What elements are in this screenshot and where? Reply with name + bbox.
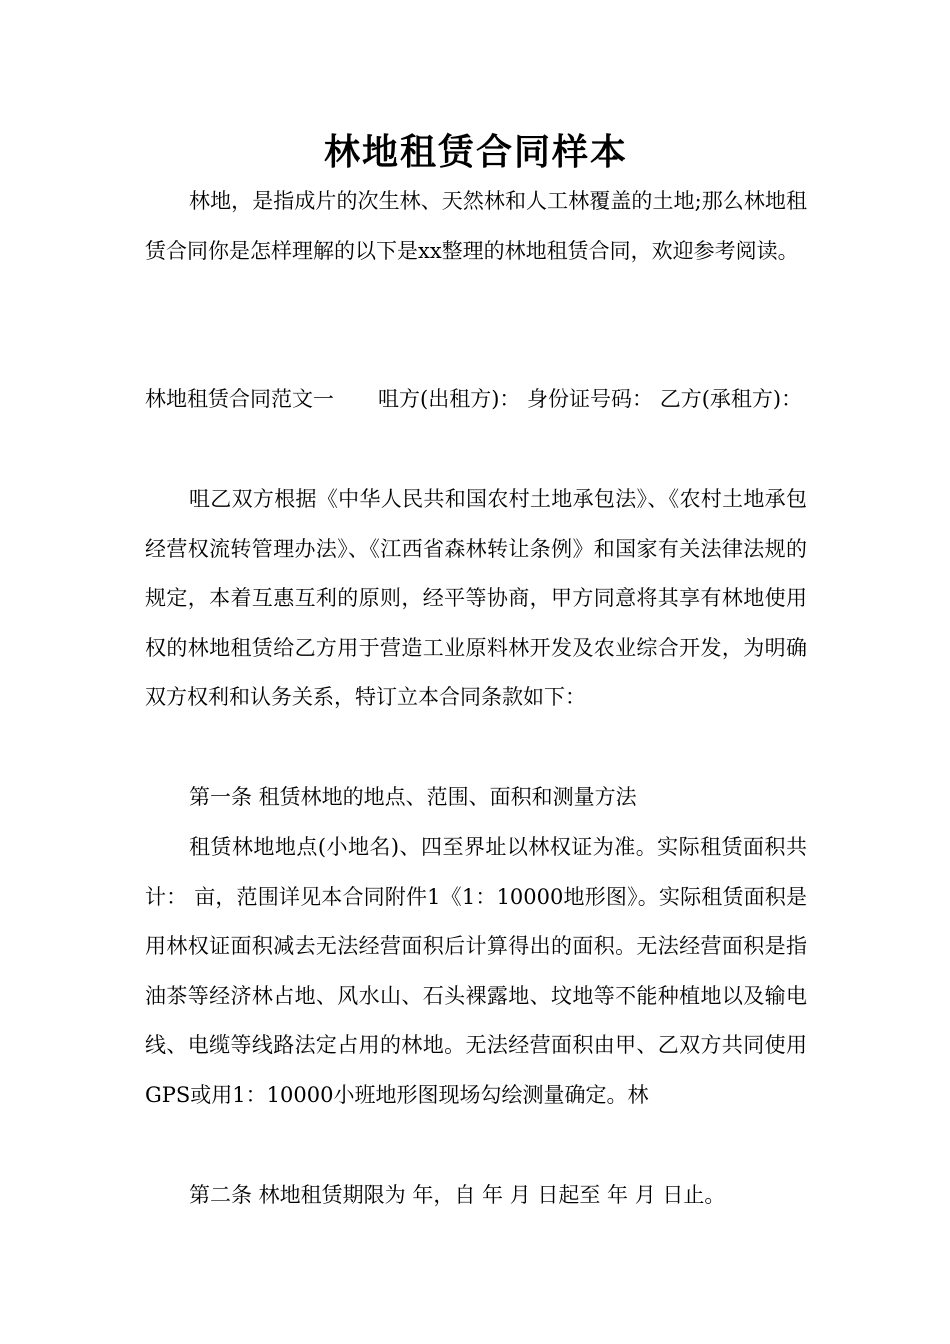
preamble-paragraph: 咀乙双方根据《中华人民共和国农村土地承包法》、《农村土地承包经营权流转管理办法》、《江西省森林转让条例》和国家有关法律法规的规定，本着互惠互利的原则，经平等协商，甲方同意将其享有林地使用权的林地租赁给乙方用于营造工业原料林开发及农业综合开发，为明确双方权利和认务关系，特订立本合同条款如下： bbox=[145, 487, 807, 709]
article-1-body: 租赁林地地点(小地名)、四至界址以林权证为准。实际租赁面积共计： 亩，范围详见本合同附件1《1：10000地形图》。实际租赁面积是用林权证面积减去无法经营面积后计算得出的面积。无法经营面积是指油茶等经济林占地、风水山、石头裸露地、坟地等不能种植地以及输电线、电缆等线路法定占用的林地。无法经营面积由甲、乙双方共同使用GPS或用1：10000小班地形图现场勾绘测量确定。林 bbox=[145, 835, 807, 1107]
article-2: 第二条 林地租赁期限为 年，自 年 月 日起至 年 月 日止。 bbox=[189, 1183, 726, 1207]
article-1-title: 第一条 租赁林地的地点、范围、面积和测量方法 bbox=[189, 785, 637, 809]
parties-line bbox=[145, 375, 807, 425]
document-title: 林地租赁合同样本 bbox=[323, 132, 628, 173]
sample-heading: 林地租赁合同范文一 bbox=[145, 387, 334, 411]
parties-text: 咀方(出租方)： 身份证号码： 乙方(承租方)： bbox=[378, 387, 803, 411]
intro-paragraph: 林地，是指成片的次生林、天然林和人工林覆盖的土地;那么林地租赁合同你是怎样理解的以下是xx整理的林地租赁合同，欢迎参考阅读。 bbox=[145, 189, 807, 263]
